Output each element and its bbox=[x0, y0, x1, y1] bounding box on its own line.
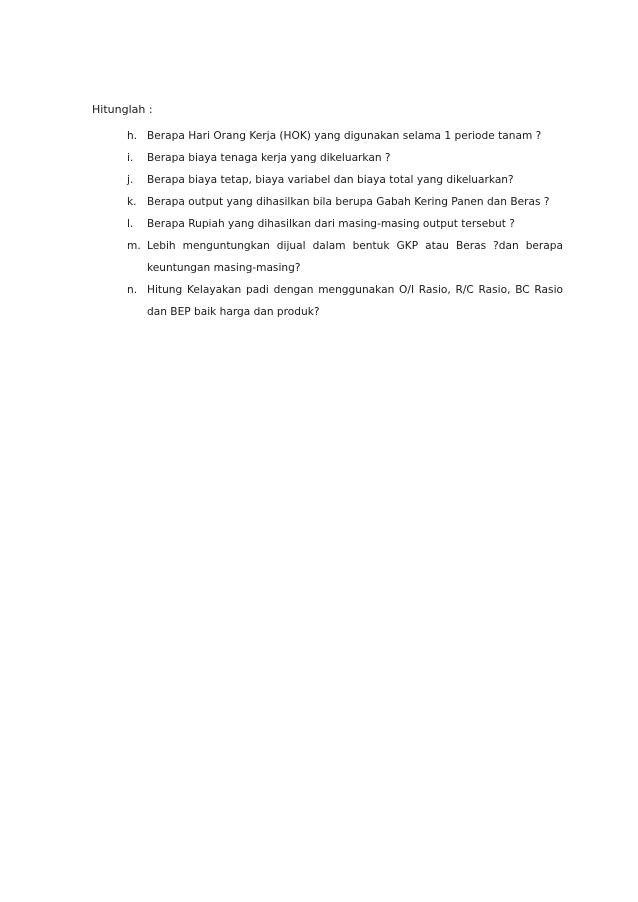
list-item bbox=[127, 169, 563, 191]
list-item bbox=[127, 191, 563, 213]
list-item-text: Berapa output yang dihasilkan bila berupa Gabah Kering Panen dan Beras ? bbox=[147, 196, 550, 208]
list-item bbox=[127, 125, 563, 147]
list-item-text: Berapa biaya tenaga kerja yang dikeluarkan ? bbox=[147, 152, 391, 164]
list-item-text: Hitung Kelayakan padi dengan menggunakan O/I Rasio, R/C Rasio, BC Rasio dan BEP baik harga dan produk? bbox=[147, 284, 563, 318]
list-marker: m. bbox=[127, 240, 141, 252]
list-item bbox=[127, 213, 563, 235]
list-item-text: Lebih menguntungkan dijual dalam bentuk GKP atau Beras ?dan berapa keuntungan masing-masing? bbox=[147, 240, 563, 274]
list-marker: j. bbox=[127, 174, 134, 186]
list-marker: k. bbox=[127, 196, 137, 208]
heading: Hitunglah : bbox=[92, 103, 153, 116]
list-item-text: Berapa Rupiah yang dihasilkan dari masing-masing output tersebut ? bbox=[147, 218, 515, 230]
list-marker: n. bbox=[127, 284, 138, 296]
list-marker: h. bbox=[127, 130, 138, 142]
list-item bbox=[127, 235, 563, 279]
list-marker: l. bbox=[127, 218, 134, 230]
list-item bbox=[127, 279, 563, 323]
list-item-text: Berapa biaya tetap, biaya variabel dan biaya total yang dikeluarkan? bbox=[147, 174, 514, 186]
list-item-text: Berapa Hari Orang Kerja (HOK) yang digunakan selama 1 periode tanam ? bbox=[147, 130, 542, 142]
list-marker: i. bbox=[127, 152, 134, 164]
question-list bbox=[127, 125, 563, 323]
list-item bbox=[127, 147, 563, 169]
